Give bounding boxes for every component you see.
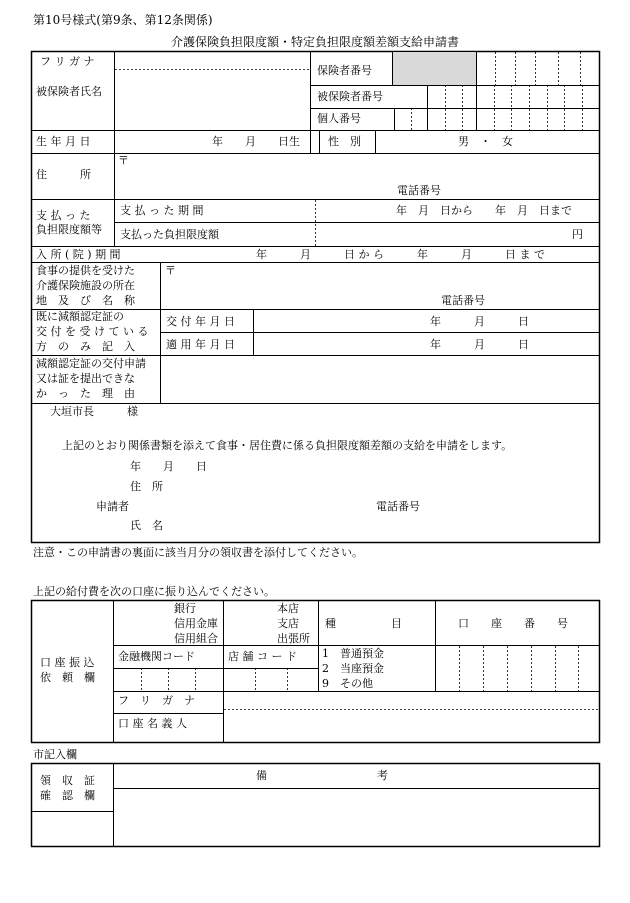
declaration-phone-label: 電話番号 — [376, 500, 420, 513]
postal-mark: 〒 — [118, 154, 129, 167]
apply-date-label: 適 用 年 月 日 — [166, 338, 235, 351]
bank-section-label-line2: 依 頼 欄 — [40, 671, 95, 684]
account-kind-label: 種 目 — [325, 617, 402, 630]
insurer-number-shaded-box — [393, 52, 476, 85]
issue-date-ymd: 年 月 日 — [430, 315, 529, 328]
issue-date-label: 交 付 年 月 日 — [166, 315, 235, 328]
insured-number-label: 被保険者番号 — [317, 90, 383, 103]
account-holder-label: 口 座 名 義 人 — [118, 717, 187, 730]
admission-value: 年 月 日 か ら 年 月 日 ま で — [256, 248, 545, 261]
reason-label-line1: 減額認定証の交付申請 — [36, 357, 146, 370]
holder-furigana-label: フ リ ガ ナ — [118, 694, 195, 707]
attachment-note: 注意・この申請書の裏面に該当月分の領収書を添付してください。 — [33, 546, 363, 559]
facility-postal-mark: 〒 — [165, 264, 176, 277]
bank-section-label-line1: 口 座 振 込 — [40, 656, 95, 669]
branch-type-office: 出張所 — [277, 632, 310, 645]
insurer-number-label: 保険者番号 — [317, 64, 372, 77]
declaration-text: 上記のとおり関係書類を添えて食事・居住費に係る負担限度額差額の支給を申請をします。 — [62, 439, 513, 452]
kind-ordinary: 1 普通預金 — [322, 647, 384, 660]
bank-type-shinkin: 信用金庫 — [174, 617, 218, 630]
phone-label: 電話番号 — [397, 184, 441, 197]
sex-label: 性 別 — [328, 135, 361, 148]
yen-unit: 円 — [572, 228, 583, 241]
form-title: 介護保険負担限度額・特定負担限度額差額支給申請書 — [171, 35, 460, 49]
payment-period-label: 支 払 っ た 期 間 — [120, 204, 204, 217]
bank-intro: 上記の給付費を次の口座に振り込んでください。 — [33, 585, 275, 598]
birth-date-label: 生 年 月 日 — [36, 135, 91, 148]
insured-name-label: 被保険者氏名 — [36, 85, 102, 98]
certificate-label-line2: 交 付 を 受 け て い る — [36, 325, 149, 338]
declaration-address-label: 住 所 — [130, 480, 163, 493]
address-label: 住 所 — [36, 168, 91, 181]
branch-code-label: 店 舗 コ ー ド — [228, 650, 297, 663]
payment-amount-label: 支払った負担限度額 — [120, 228, 219, 241]
form-number: 第10号様式(第9条、第12条関係) — [33, 13, 213, 27]
facility-label-line2: 介護保険施設の所在 — [36, 279, 135, 292]
branch-type-branch: 支店 — [277, 617, 299, 630]
bank-type-bank: 銀行 — [174, 602, 196, 615]
applicant-label: 申請者 — [96, 500, 129, 513]
bank-type-kumiai: 信用組合 — [174, 632, 218, 645]
birth-date-ymd: 年 月 日生 — [212, 135, 300, 148]
city-section-label: 市記入欄 — [33, 748, 77, 761]
furigana-label: フ リ ガ ナ — [40, 55, 95, 68]
declaration-ymd: 年 月 日 — [130, 460, 207, 473]
certificate-label-line3: 方 の み 記 入 — [36, 340, 135, 353]
declaration-name-label: 氏 名 — [130, 519, 163, 532]
apply-date-ymd: 年 月 日 — [430, 338, 529, 351]
receipt-check-line1: 領 収 証 — [40, 774, 95, 787]
payment-label-line2: 負担限度額等 — [36, 223, 102, 236]
account-number-label: 口 座 番 号 — [458, 617, 568, 630]
admission-label: 入 所 ( 院 ) 期 間 — [36, 248, 121, 261]
certificate-label-line1: 既に減額認定証の — [36, 310, 124, 323]
facility-phone-label: 電話番号 — [441, 294, 485, 307]
facility-label-line1: 食事の提供を受けた — [36, 264, 135, 277]
reason-label-line2: 又は証を提出できな — [36, 372, 135, 385]
mayor-address: 大垣市長 様 — [50, 405, 138, 418]
facility-label-line3: 地 及 び 名 称 — [36, 294, 135, 307]
bank-code-label: 金融機関コード — [118, 650, 195, 663]
remarks-label: 備 考 — [256, 769, 388, 782]
branch-type-main: 本店 — [277, 602, 299, 615]
sex-options: 男 ・ 女 — [458, 135, 513, 148]
receipt-check-line2: 確 認 欄 — [40, 789, 95, 802]
payment-period-value: 年 月 日から 年 月 日まで — [396, 204, 572, 217]
personal-number-label: 個人番号 — [317, 112, 361, 125]
kind-current: 2 当座預金 — [322, 662, 384, 675]
payment-label-line1: 支 払 っ た — [36, 209, 91, 222]
reason-label-line3: か っ た 理 由 — [36, 387, 135, 400]
kind-other: 9 その他 — [322, 677, 373, 690]
